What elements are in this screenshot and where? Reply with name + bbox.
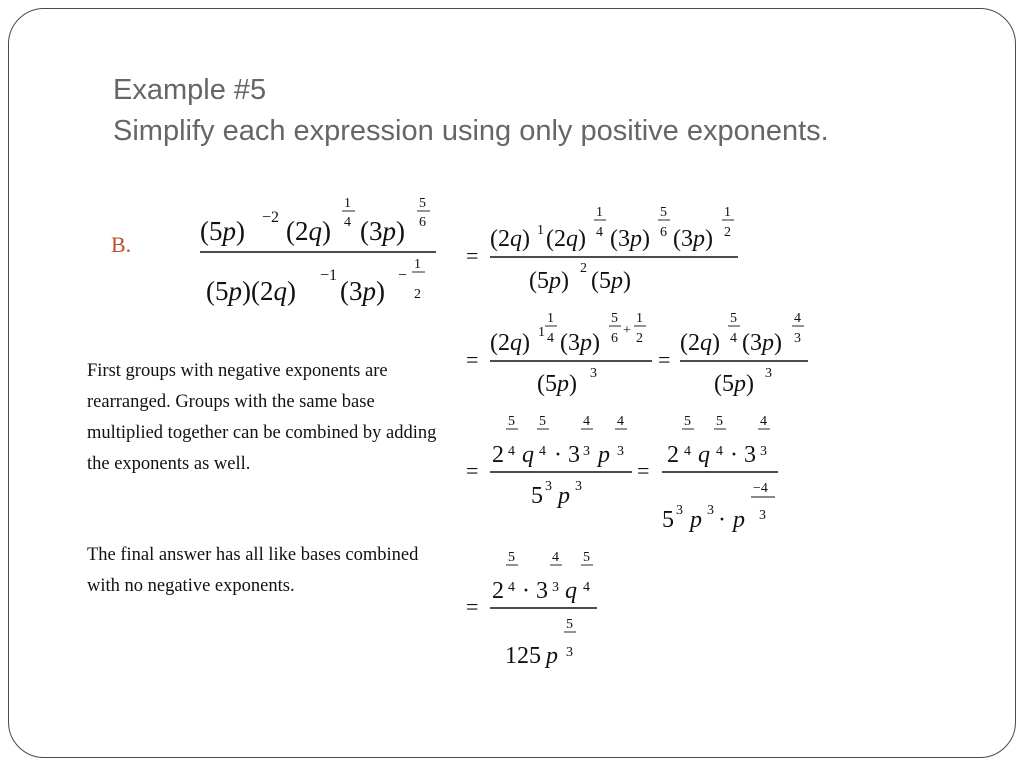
svg-text:4: 4 [617,414,624,429]
svg-text:1: 1 [414,257,421,272]
svg-text:p: p [558,483,570,509]
svg-text:−1: −1 [320,267,338,284]
svg-text:−4: −4 [753,481,768,496]
svg-text:2: 2 [636,331,643,346]
svg-text:(2q): (2q) [490,226,530,252]
svg-text:=: = [466,347,479,372]
svg-text:2: 2 [724,225,731,240]
svg-text:q: q [698,442,710,468]
svg-text:+: + [623,323,631,338]
svg-text:(3p): (3p) [742,330,782,356]
svg-text:(3p): (3p) [673,226,713,252]
final-answer [466,550,597,669]
svg-text:(5p)(2q): (5p)(2q) [206,276,296,306]
svg-text:(3p): (3p) [610,226,650,252]
slide-subtitle: Simplify each expression using only positive exponents. [113,115,829,147]
svg-text:5: 5 [611,311,618,326]
svg-text:(2q): (2q) [286,216,331,246]
svg-text:(5p): (5p) [591,268,631,294]
svg-text:4: 4 [684,444,691,459]
svg-text:(2q): (2q) [546,226,586,252]
svg-text:q: q [565,578,577,604]
svg-text:3: 3 [552,580,559,595]
svg-text:5: 5 [716,414,723,429]
svg-text:q: q [522,442,534,468]
svg-text:(5p): (5p) [537,371,577,397]
svg-text:−: − [398,267,408,284]
svg-text:3: 3 [707,503,714,518]
svg-text:3: 3 [617,444,624,459]
svg-text:5: 5 [684,414,691,429]
explanation-note-1: First groups with negative exponents are rearranged. Groups with the same base multiplied together can be combined by adding the exponents as well. [87,361,437,474]
svg-text:2: 2 [667,442,679,468]
svg-text:3: 3 [765,366,772,381]
svg-text:6: 6 [611,331,618,346]
svg-text:4: 4 [583,414,590,429]
svg-text:5: 5 [566,617,573,632]
svg-text:=: = [466,594,479,619]
svg-text:p: p [598,442,610,468]
svg-text:=: = [466,243,479,268]
step-3 [466,414,778,533]
svg-text:1: 1 [344,196,351,211]
svg-text:−2: −2 [262,209,280,226]
svg-text:(2q): (2q) [490,330,530,356]
step-2 [466,311,808,397]
svg-text:· 3: · 3 [522,578,548,604]
svg-text:3: 3 [590,366,597,381]
svg-text:6: 6 [660,225,667,240]
svg-text:3: 3 [545,479,552,494]
svg-text:=: = [637,458,650,483]
svg-text:(2q): (2q) [680,330,720,356]
svg-text:5: 5 [660,205,667,220]
svg-text:4: 4 [730,331,737,346]
svg-text:p: p [546,643,558,669]
svg-text:5: 5 [730,311,737,326]
svg-text:4: 4 [539,444,546,459]
svg-text:3: 3 [575,479,582,494]
svg-text:1: 1 [537,223,544,238]
problem-expression [200,196,436,306]
svg-text:3: 3 [759,508,766,523]
step-1 [466,205,738,294]
svg-text:2: 2 [492,442,504,468]
svg-text:3: 3 [760,444,767,459]
svg-text:5: 5 [508,550,515,565]
svg-text:4: 4 [760,414,767,429]
svg-text:125: 125 [505,643,541,669]
svg-text:(5p): (5p) [714,371,754,397]
svg-text:6: 6 [419,215,426,230]
svg-text:(5p): (5p) [529,268,569,294]
svg-text:(5p): (5p) [200,216,245,246]
svg-text:5: 5 [662,507,674,533]
svg-text:3: 3 [566,645,573,660]
svg-text:4: 4 [794,311,801,326]
svg-text:1: 1 [636,311,643,326]
svg-text:4: 4 [552,550,559,565]
explanation-note-2: The final answer has all like bases combined with no negative exponents. [87,545,419,596]
svg-text:5: 5 [531,483,543,509]
svg-text:1: 1 [724,205,731,220]
svg-text:4: 4 [344,215,351,230]
svg-text:4: 4 [716,444,723,459]
svg-text:2: 2 [580,261,587,276]
part-label: B. [111,232,132,257]
svg-text:4: 4 [508,580,515,595]
svg-text:=: = [466,458,479,483]
svg-text:3: 3 [583,444,590,459]
svg-text:p: p [733,507,745,533]
svg-text:2: 2 [492,578,504,604]
svg-text:2: 2 [414,287,421,302]
svg-text:1: 1 [596,205,603,220]
svg-text:(3p): (3p) [560,330,600,356]
svg-text:· 3: · 3 [730,442,756,468]
svg-text:4: 4 [508,444,515,459]
svg-text:5: 5 [419,196,426,211]
svg-text:4: 4 [583,580,590,595]
svg-text:1: 1 [547,311,554,326]
svg-text:5: 5 [583,550,590,565]
svg-text:=: = [658,347,671,372]
svg-text:(3p): (3p) [360,216,405,246]
svg-text:1: 1 [538,325,545,340]
svg-text:· 3: · 3 [554,442,580,468]
svg-text:4: 4 [547,331,554,346]
slide-title: Example #5 [113,74,267,106]
svg-text:3: 3 [794,331,801,346]
svg-text:4: 4 [596,225,603,240]
svg-text:3: 3 [676,503,683,518]
svg-text:5: 5 [539,414,546,429]
svg-text:5: 5 [508,414,515,429]
svg-text:p: p [690,507,702,533]
svg-text:(3p): (3p) [340,276,385,306]
svg-text:·: · [718,507,726,533]
